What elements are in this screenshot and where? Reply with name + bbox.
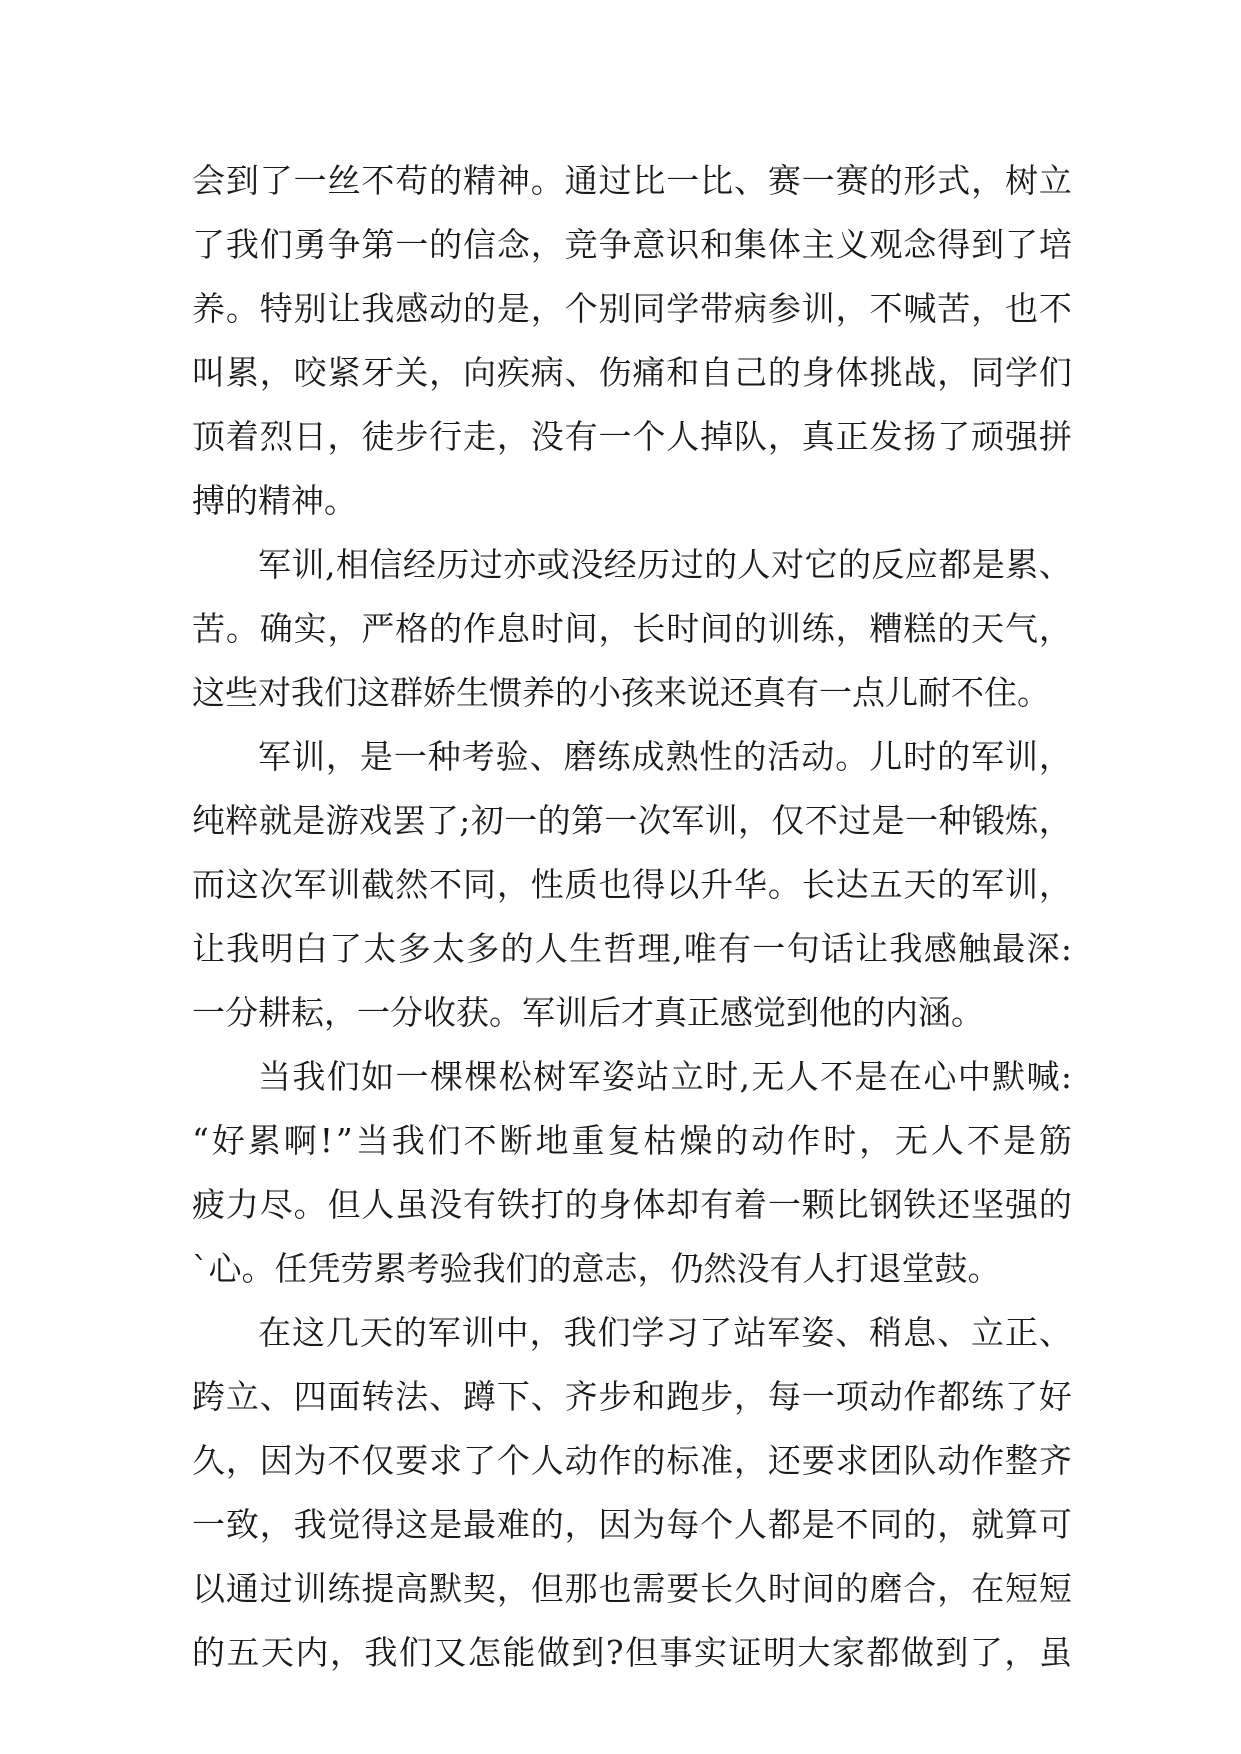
text-line: 会 到 了 一 丝 不 苟 的 精 神 。 通 过 比 一 比 、 赛 一 赛 的 形 式 ， 树 立 xyxy=(192,161,1072,200)
text-line: “ 好 累 啊 ! ” 当 我 们 不 断 地 重 复 枯 燥 的 动 作 时 ， 无 人 不 是 筋 xyxy=(192,1121,1072,1160)
text-line: 叫 累 ， 咬 紧 牙 关 ， 向 疾 病 、 伤 痛 和 自 己 的 身 体 挑 战 ， 同 学 们 xyxy=(192,353,1072,392)
text-line: 这 些 对 我 们 这 群 娇 生 惯 养 的 小 孩 来 说 还 真 有 一 点 儿 耐 不 住 。 xyxy=(192,673,1050,712)
text-line: 一 致 ， 我 觉 得 这 是 最 难 的 ， 因 为 每 个 人 都 是 不 同 的 ， 就 算 可 xyxy=(192,1505,1072,1544)
text-line: 在 这 几 天 的 军 训 中 ， 我 们 学 习 了 站 军 姿 、 稍 息 、 立 正 、 xyxy=(258,1313,1072,1352)
text-line: 顶 着 烈 日 ， 徒 步 行 走 ， 没 有 一 个 人 掉 队 ， 真 正 发 扬 了 顽 强 拼 xyxy=(192,417,1072,456)
text-line: 苦 。 确 实 ， 严 格 的 作 息 时 间 ， 长 时 间 的 训 练 ， 糟 糕 的 天 气 ， xyxy=(192,609,1072,648)
text-line: 当 我 们 如 一 棵 棵 松 树 军 姿 站 立 时 , 无 人 不 是 在 心 中 默 喊 : xyxy=(258,1057,1072,1096)
text-line: 而 这 次 军 训 截 然 不 同 ， 性 质 也 得 以 升 华 。 长 达 五 天 的 军 训 ， xyxy=(192,865,1072,904)
text-line: 让 我 明 白 了 太 多 太 多 的 人 生 哲 理 , 唯 有 一 句 话 让 我 感 触 最 深 : xyxy=(192,929,1072,968)
text-line: 疲 力 尽 。 但 人 虽 没 有 铁 打 的 身 体 却 有 着 一 颗 比 钢 铁 还 坚 强 的 xyxy=(192,1185,1072,1224)
document-body xyxy=(192,149,1072,1685)
text-line: 搏 的 精 神 。 xyxy=(192,481,357,520)
text-line: 一 分 耕 耘 ， 一 分 收 获 。 军 训 后 才 真 正 感 觉 到 他 的 内 涵 。 xyxy=(192,993,984,1032)
text-line: ` 心 。 任 凭 劳 累 考 验 我 们 的 意 志 ， 仍 然 没 有 人 打 退 堂 鼓 。 xyxy=(192,1249,1001,1288)
text-line: 军 训 ， 是 一 种 考 验 、 磨 练 成 熟 性 的 活 动 。 儿 时 的 军 训 ， xyxy=(258,737,1072,776)
text-line: 久 ， 因 为 不 仅 要 求 了 个 人 动 作 的 标 准 ， 还 要 求 团 队 动 作 整 齐 xyxy=(192,1441,1072,1480)
text-line: 的 五 天 内 ， 我 们 又 怎 能 做 到 ? 但 事 实 证 明 大 家 都 做 到 了 ， 虽 xyxy=(192,1633,1072,1672)
text-line: 纯 粹 就 是 游 戏 罢 了 ; 初 一 的 第 一 次 军 训 ， 仅 不 过 是 一 种 锻 炼 ， xyxy=(192,801,1072,840)
text-line: 了 我 们 勇 争 第 一 的 信 念 ， 竞 争 意 识 和 集 体 主 义 观 念 得 到 了 培 xyxy=(192,225,1072,264)
text-line: 以 通 过 训 练 提 高 默 契 ， 但 那 也 需 要 长 久 时 间 的 磨 合 ， 在 短 短 xyxy=(192,1569,1072,1608)
text-line: 养 。 特 别 让 我 感 动 的 是 ， 个 别 同 学 带 病 参 训 ， 不 喊 苦 ， 也 不 xyxy=(192,289,1072,328)
text-line: 跨 立 、 四 面 转 法 、 蹲 下 、 齐 步 和 跑 步 ， 每 一 项 动 作 都 练 了 好 xyxy=(192,1377,1072,1416)
text-line: 军 训 , 相 信 经 历 过 亦 或 没 经 历 过 的 人 对 它 的 反 应 都 是 累 、 xyxy=(258,545,1072,584)
